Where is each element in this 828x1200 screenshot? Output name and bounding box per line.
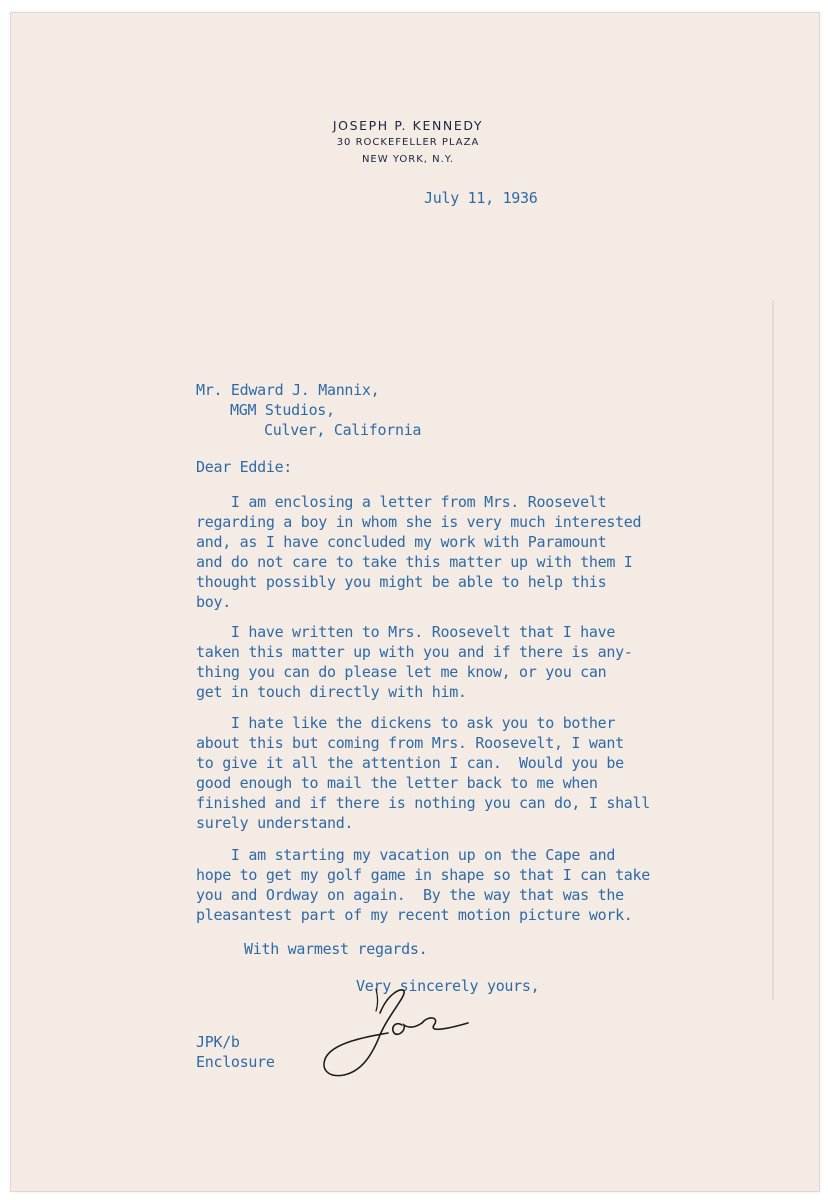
paragraph-3 xyxy=(196,713,650,833)
paragraph-line: I am starting my vacation up on the Cape and xyxy=(196,846,616,864)
paragraph-line: I am enclosing a letter from Mrs. Roosevelt xyxy=(196,493,607,511)
paragraph-line: boy. xyxy=(196,593,231,611)
letterhead-address: 30 ROCKEFELLER PLAZA xyxy=(336,137,480,148)
letterhead-city: NEW YORK, N.Y. xyxy=(361,154,455,165)
paragraph-line: I have written to Mrs. Roosevelt that I have xyxy=(196,623,616,641)
paragraph-line: pleasantest part of my recent motion picture work. xyxy=(196,906,633,924)
recipient-location: Culver, California xyxy=(264,421,422,439)
reference-initials: JPK/b xyxy=(196,1033,240,1051)
closing-regards: With warmest regards. xyxy=(244,940,428,958)
paragraph-line: regarding a boy in whom she is very much interested xyxy=(196,513,642,531)
paragraph-1 xyxy=(196,492,641,612)
complimentary-close: Very sincerely yours, xyxy=(356,977,540,995)
paragraph-line: surely understand. xyxy=(196,814,354,832)
paragraph-line: thought possibly you might be able to help this xyxy=(196,573,607,591)
paragraph-line: taken this matter up with you and if there is any- xyxy=(196,643,633,661)
handwritten-signature xyxy=(318,985,488,1080)
paragraph-line: you and Ordway on again. By the way that was the xyxy=(196,886,624,904)
paragraph-line: hope to get my golf game in shape so that I can take xyxy=(196,866,651,884)
letter-date: July 11, 1936 xyxy=(424,189,538,207)
paper-fold-line xyxy=(772,300,774,1000)
paragraph-line: and, as I have concluded my work with Paramount xyxy=(196,533,607,551)
paragraph-line: thing you can do please let me know, or you can xyxy=(196,663,607,681)
paragraph-4 xyxy=(196,845,650,925)
salutation: Dear Eddie: xyxy=(196,458,293,476)
paragraph-line: and do not care to take this matter up with them I xyxy=(196,553,633,571)
paragraph-line: I hate like the dickens to ask you to bother xyxy=(196,714,616,732)
paragraph-line: good enough to mail the letter back to me when xyxy=(196,774,598,792)
paragraph-line: about this but coming from Mrs. Roosevelt, I want xyxy=(196,734,624,752)
recipient-name: Mr. Edward J. Mannix, xyxy=(196,381,380,399)
paragraph-2 xyxy=(196,622,633,702)
letterhead-name: JOSEPH P. KENNEDY xyxy=(332,118,484,133)
paragraph-line: get in touch directly with him. xyxy=(196,683,467,701)
enclosure-note: Enclosure xyxy=(196,1053,275,1071)
paragraph-line: finished and if there is nothing you can do, I shall xyxy=(196,794,651,812)
paragraph-line: to give it all the attention I can. Would you be xyxy=(196,754,624,772)
recipient-company: MGM Studios, xyxy=(230,401,335,419)
